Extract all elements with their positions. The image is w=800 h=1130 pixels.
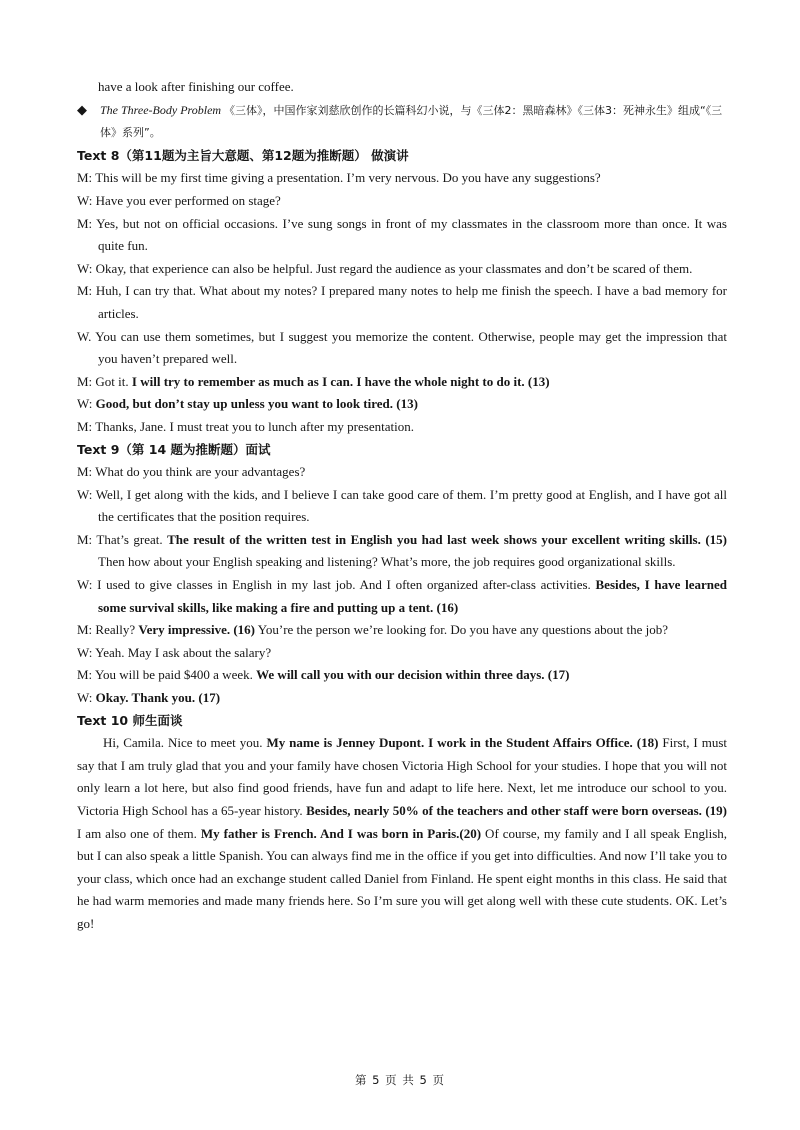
answer-highlight: I will try to remember as much as I can. I have the whole night to do it. (13) [131,373,550,389]
dialogue-text: What do you think are your advantages? [95,464,306,480]
dialogue-text: Okay, that experience can also be helpful. Just regard the audience as your classmates and don’t be scared of them. [95,260,693,276]
dialogue-text: This will be my first time giving a presentation. I’m very nervous. Do you have any suggestions? [95,170,601,186]
dialogue-text: Really? [95,622,139,638]
answer-highlight: My name is Jenney Dupont. I work in the Student Affairs Office. (18) [266,735,659,751]
speaker-label: M: [77,215,97,231]
answer-highlight: Very impressive. (16) [138,622,256,638]
dialogue-line [77,258,727,281]
dialogue-text: I used to give classes in English in my last job. And I often organized after-class activities. [97,577,596,593]
dialogue-line [77,167,727,190]
dialogue-text: You can use them sometimes, but I suggest you memorize the content. Otherwise, people may get the impression that you haven’t prepared well. [95,328,727,367]
dialogue-text: You’re the person we’re looking for. Do you have any questions about the job? [255,622,669,638]
speaker-label: W: [77,396,96,412]
bullet-note-text: 《三体》，中国作家刘慈欣创作的长篇科幻小说，与《三体2：黑暗森林》《三体3：死神永生》组成“《三体》系列”。 [100,103,723,140]
dialogue-line [77,190,727,213]
speaker-label: W: [77,260,96,276]
answer-highlight: Okay. Thank you. (17) [95,690,221,706]
speaker-label: W: [77,486,96,502]
dialogue-line [77,213,727,258]
speaker-label: W: [77,690,96,706]
speaker-label: W. [77,328,96,344]
dialogue-line [77,529,727,574]
dialogue-line [77,371,727,394]
diamond-bullet-icon: ◆ [77,101,87,117]
dialogue-line [77,619,727,642]
dialogue-text: Thanks, Jane. I must treat you to lunch after my presentation. [95,418,414,434]
dialogue-line [77,642,727,665]
answer-highlight: Besides, I have learned some survival skills, like making a fire and putting up a tent. (16) [98,577,727,615]
speaker-label: M: [77,667,95,683]
text8-heading: Text 8（第11题为主旨大意题、第12题为推断题） 做演讲 [77,147,409,163]
speaker-label: W: [77,577,98,593]
speaker-label: M: [77,531,97,547]
dialogue-text: Well, I get along with the kids, and I believe I can take good care of them. I’m pretty good at English, and I have got all the certificates that the position requires. [95,486,727,525]
dialogue-text: Got it. [95,373,132,389]
dialogue-text: Then how about your English speaking and listening? What’s more, the job requires good organizational skills. [98,554,676,570]
dialogue-text: Huh, I can try that. What about my notes? I prepared many notes to help me finish the speech. I have a bad memory for articles. [95,283,728,321]
page-content [77,76,727,936]
dialogue-line [77,280,727,325]
dialogue-text: That’s great. [96,531,168,547]
intro-line: have a look after finishing our coffee. [98,79,294,94]
dialogue-line [77,461,727,484]
dialogue-line [77,484,727,529]
dialogue-text: You will be paid $400 a week. [94,667,257,683]
speaker-label: M: [77,464,96,480]
answer-highlight: We will call you with our decision within three days. (17) [256,667,570,683]
bullet-note [77,99,727,145]
bullet-note-title: The Three-Body Problem [100,102,222,117]
speaker-label: M: [77,622,96,638]
text9-dialogue [77,461,727,710]
speaker-label: W: [77,192,96,208]
dialogue-line [77,664,727,687]
dialogue-line [77,326,727,371]
text9-heading: Text 9（第 14 题为推断题）面试 [77,441,271,457]
dialogue-text: Yes, but not on official occasions. I’ve sung songs in front of my classmates in the classroom more than once. It was quite fun. [96,215,727,254]
text10-heading: Text 10 师生面谈 [77,712,183,728]
speaker-label: M: [77,170,96,186]
answer-highlight: Besides, nearly 50% of the teachers and other staff were born overseas. (19) [306,803,727,818]
speaker-label: M: [77,418,96,434]
speaker-label: M: [77,283,96,299]
dialogue-text: Of course, my family and I all speak English, but I can also speak a little Spanish. You can always find me in the office if you get into difficulties. And now I’ll take you to your class, which once had an exchange student called Daniel from Finland. He spent eight months in this class. He said that he had warm memories and made many friends here. So I’m sure you will get along well with these cute students. OK. Let’s go! [77,825,728,931]
page-footer: 第 5 页 共 5 页 [355,1073,445,1087]
answer-highlight: My father is French. And I was born in Paris.(20) [200,825,482,841]
dialogue-text: Have you ever performed on stage? [95,192,281,208]
dialogue-text: First, I must say that I am truly glad that you and your family have chosen Victoria High School for your studies. I hope that you will not only learn a lot here, but also find good friends, have fun and adapt to life here. Next, let me introduce our school to you. Victoria High School has a 65-year history. [77,735,727,818]
dialogue-text: I am also one of them. [77,825,201,841]
dialogue-text: Hi, Camila. Nice to meet you. [103,735,267,751]
dialogue-line [77,574,727,619]
text8-dialogue [77,167,727,438]
speaker-label: M: [77,373,96,389]
dialogue-text: Yeah. May I ask about the salary? [95,644,272,660]
speaker-label: W: [77,644,96,660]
answer-highlight: Good, but don’t stay up unless you want to look tired. (13) [95,396,418,412]
dialogue-line [77,393,727,416]
dialogue-line [77,687,727,710]
dialogue-line [77,416,727,439]
text10-paragraph [77,732,727,935]
answer-highlight: The result of the written test in English you had last week shows your excellent writing skills. (15) [167,531,728,547]
